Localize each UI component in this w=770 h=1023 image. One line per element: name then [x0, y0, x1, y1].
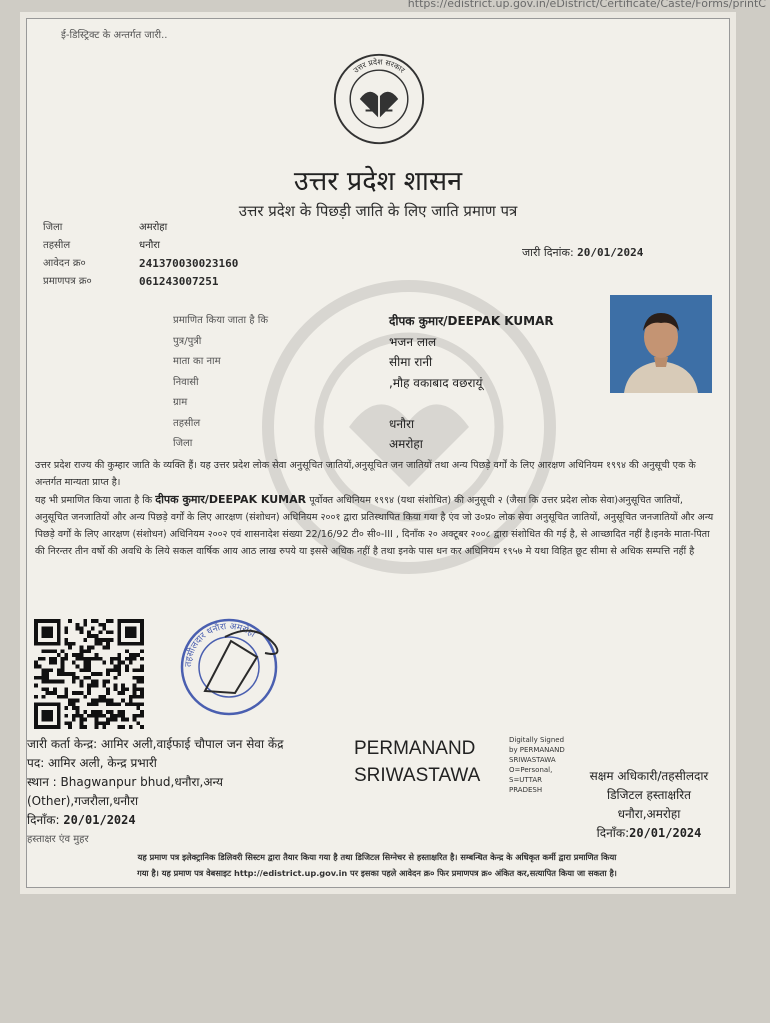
header-note: ई-डिस्ट्रिक्ट के अन्तर्गत जारी.. [61, 30, 168, 41]
issuer-date-label: दिनाँक: [27, 813, 60, 827]
district-label: जिला [43, 222, 63, 233]
applicant-photo [610, 295, 712, 393]
application-number: 241370030023160 [139, 257, 239, 270]
applicant-details [173, 311, 554, 455]
mother-label: माता का नाम [173, 356, 221, 367]
issue-date-label: जारी दिनांक: [522, 246, 574, 259]
details-district-value: अमरोहा [389, 437, 423, 451]
page-subtitle: उत्तर प्रदेश के पिछड़ी जाति के लिए जाति प्रमाण पत्र [238, 202, 518, 220]
details-district-label: जिला [173, 438, 193, 449]
browser-url: https://edistrict.up.gov.in/eDistrict/Certificate/Caste/Forms/printC [407, 0, 766, 10]
district-value: अमरोहा [139, 222, 168, 233]
certificate-page [26, 18, 730, 888]
page-title: उत्तर प्रदेश शासन [293, 166, 463, 197]
issue-date-value: 20/01/2024 [577, 246, 644, 259]
issuer-place: स्थान : Bhagwanpur bhud,धनौरा,अन्य (Other),गजरौला,धनौरा [27, 775, 223, 808]
father-label: पुत्र/पुत्री [173, 335, 202, 347]
certify-label: प्रमाणित किया जाता है कि [173, 315, 269, 326]
body-p2-name: दीपक कुमार/DEEPAK KUMAR [155, 493, 307, 506]
certificate-body [35, 457, 717, 560]
signer-line-2: SRIWASTAWA [354, 765, 481, 786]
competent-officer [539, 767, 759, 843]
footer-line-1: यह प्रमाण पत्र इलेक्ट्रानिक डिलिवरी सिस्टम द्वारा तैयार किया गया है तथा डिजिटल सिग्नेचर से हस्ताक्षरित है। सम्बन्धित केन्द्र के अधिकृत कर्मी द्वारा प्रमाणित किया [137, 852, 617, 862]
issuer-center: जारी कर्ता केन्द्र: आमिर अली,वाईफाई चौपाल जन सेवा केंद्र [27, 737, 284, 751]
state-emblem-icon [331, 51, 427, 147]
tehsil-label: तहसील [43, 240, 71, 251]
officer-title: सक्षम अधिकारी/तहसीलदार [589, 769, 709, 783]
signer-line-1: PERMANAND [354, 738, 476, 759]
body-paragraph-1: उत्तर प्रदेश राज्य की कुम्हार जाति के व्यक्ति हैं। यह उत्तर प्रदेश लोक सेवा अनुसूचित जातियों,अनुसूचित जन जातियों तथा अन्य पिछड़े वर्गों के लिए आरक्षण अधिनियम १९९४ की अनुसूची एक के अन्तर्गत मान्यता प्राप्त है। [35, 460, 696, 488]
certificate-number: 061243007251 [139, 275, 219, 288]
details-tehsil-label: तहसील [173, 417, 201, 429]
officer-date [539, 824, 759, 843]
resident-label: निवासी [173, 376, 199, 388]
application-label: आवेदन क्र० [43, 258, 86, 269]
sign-label: हस्ताक्षर एंव मुहर [27, 834, 89, 845]
issuer-post: पद: आमिर अली, केन्द्र प्रभारी [27, 756, 157, 770]
certificate-label: प्रमाणपत्र क्र० [43, 276, 92, 287]
issuing-center [27, 735, 377, 849]
details-tehsil-value: धनौरा [389, 416, 415, 431]
seal-ring-text: तहसीलदार धनौरा अमरोहा [183, 621, 257, 668]
body-p2-post: पूर्वोक्त अधिनियम १९९४ (यथा संशोधित) की अनुसूची २ (जैसा कि उत्तर प्रदेश लोक सेवा)अनुसूचित जातियों, अनुसूचित जनजातियों और अन्य पिछड़े वर्गों के लिए आरक्षण (संशोधन) अधिनियम २००१ द्वारा प्रतिस्थापित किया गया है एंव जो उ०प्र० लोक सेवा अनुसूचित जातियों, अनुसूचित जनजातियों और अन्य पिछड़े वर्गों के लिए आरक्षण (संशोधन) अधिनियम २००२ एवं शासनादेश संख्या 22/16/92 टी० सी०-III , दिनाँक २० अक्टूबर २००८ द्वारा संशोधित की गई है, से आच्छादित नहीं है।इनके माता-पिता की निरन्तर तीन वर्षो की अवधि के लिये सकल वार्षिक आय आठ लाख रुपये या इससे अधिक नहीं है तथा इनके पास धन कर अधिनियम १९५७ मे यथा विहित छूट सीमा से अधिक सम्पत्ति नहीं है [35, 495, 714, 557]
applicant-name: दीपक कुमार/DEEPAK KUMAR [389, 314, 554, 328]
verification-footer [37, 849, 717, 881]
certificate-meta [43, 219, 238, 291]
officer-digital: डिजिटल हस्ताक्षरित [607, 788, 691, 802]
issue-date [522, 245, 643, 260]
issuer-date-value: 20/01/2024 [63, 813, 136, 827]
father-name: भजन लाल [389, 334, 437, 349]
officer-place: धनौरा,अमरोहा [617, 807, 681, 821]
village-label: ग्राम [173, 397, 188, 408]
person-photo-icon [610, 295, 712, 393]
officer-date-value: 20/01/2024 [629, 826, 702, 840]
emblem-ring-text: उत्तर प्रदेश सरकार [351, 57, 407, 75]
digital-signature-note: Digitally Signed by PERMANAND SRIWASTAWA O=Personal, S=UTTAR PRADESH [509, 736, 565, 794]
digital-signer [354, 735, 480, 789]
official-seal-icon [165, 611, 293, 721]
body-p2-pre: यह भी प्रमाणित किया जाता है कि [35, 495, 153, 506]
tehsil-value: धनौरा [139, 240, 160, 251]
qr-code-icon[interactable] [33, 619, 145, 729]
footer-line-2: गया है। यह प्रमाण पत्र वेबसाइट http://edistrict.up.gov.in पर इसका पहले आवेदन क्र० फिर प्रमाणपत्र क्र० अंकित कर,सत्यापित किया जा सकता है। [137, 868, 617, 878]
issuer-date [27, 811, 377, 830]
body-paragraph-2 [35, 491, 717, 560]
mother-name: सीमा रानी [389, 355, 433, 369]
resident-value: ,मौह वकाबाद वछरायूं [389, 375, 483, 390]
officer-date-label: दिनाँक: [596, 826, 630, 840]
